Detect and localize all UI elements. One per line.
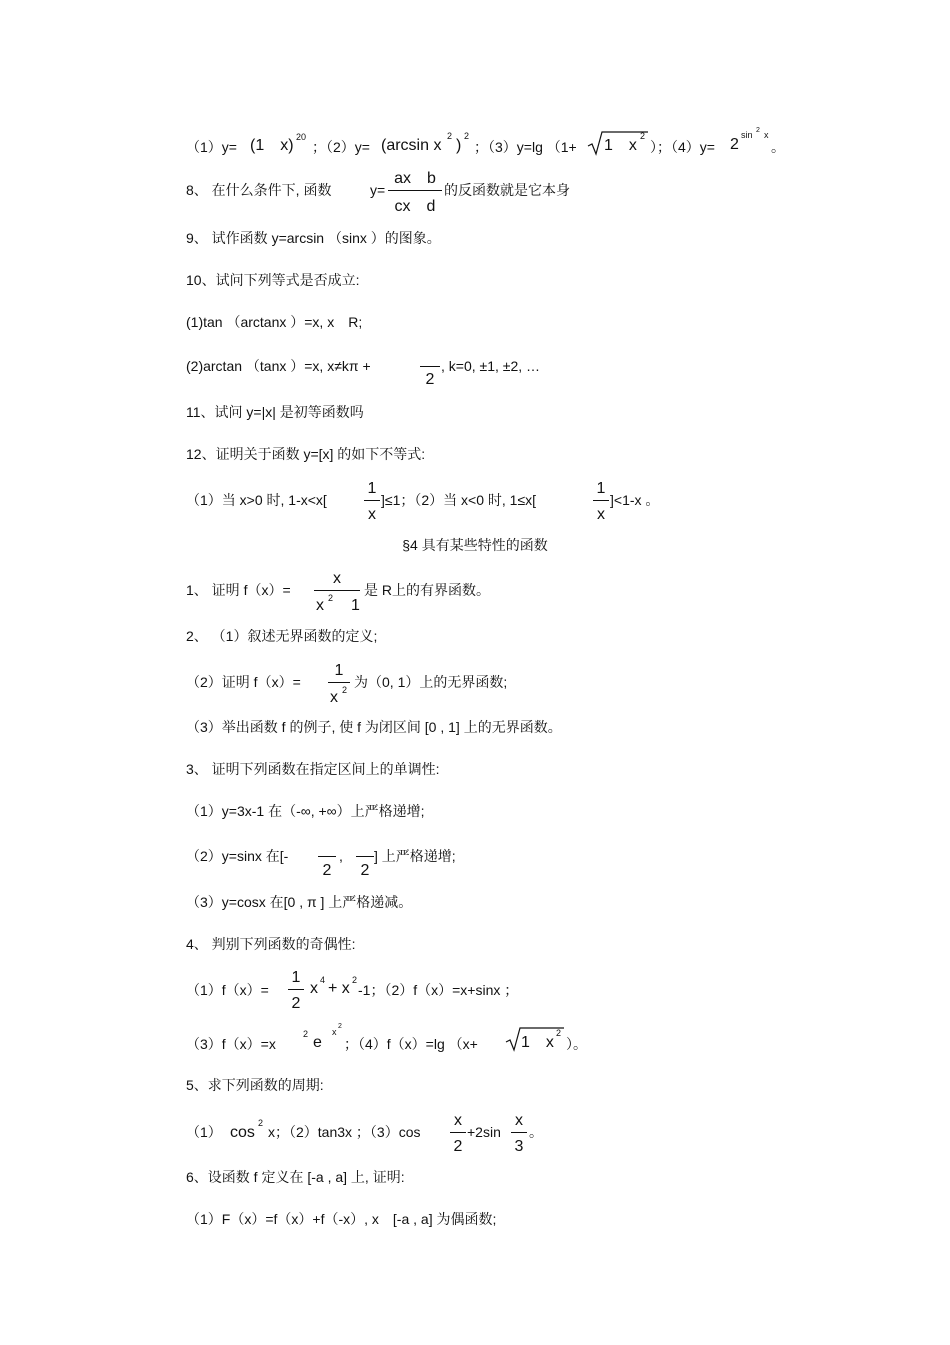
s4q4-text: 4、 判别下列函数的奇偶性: [186, 936, 356, 952]
q7-base: 2 [730, 136, 739, 153]
s4q3-bar2 [356, 856, 374, 857]
s4q5-mid: +2sin [467, 1124, 501, 1140]
q7-expr2-close: ) [456, 137, 462, 154]
q7-exp4-2: 2 [756, 127, 760, 134]
s4q3-den1: 2 [322, 862, 332, 879]
q10-fraction-bar [420, 366, 440, 367]
s4q3-sub2-mid: , [339, 848, 343, 864]
q12-num1: 1 [367, 480, 377, 497]
s4q2-den-exp: 2 [342, 685, 348, 695]
s4q1-den-x: x [316, 597, 324, 614]
q8-text: 8、 在什么条件下, 函数 [186, 182, 332, 198]
s4q5-text: 5、求下列函数的周期: [186, 1077, 324, 1093]
s4q4-sub3-a: （3）f（x）=x [186, 1036, 276, 1052]
s4q4-x: x [310, 980, 318, 997]
s4q2-num: 1 [334, 662, 344, 679]
q7-exp2a: 2 [447, 131, 453, 141]
s4q5-den2: 3 [514, 1138, 524, 1155]
s4q5-num2: x [515, 1112, 523, 1129]
s4q6-sub1: （1）F（x）=f（x）+f（-x）, x [-a , a] 为偶函数; [186, 1211, 497, 1227]
s4q4-e: e [313, 1034, 322, 1051]
s4q5-a1: （1） [186, 1124, 222, 1140]
s4q5-bar1 [450, 1132, 466, 1133]
s4q4-num: 1 [291, 969, 301, 986]
q12-text: 12、证明关于函数 y=[x] 的如下不等式: [186, 446, 426, 462]
section-heading: §4 具有某些特性的函数 [402, 537, 548, 553]
s4q3-den2: 2 [360, 862, 370, 879]
s4q3-bar1 [318, 856, 336, 857]
q7-expr2: (arcsin x [381, 137, 442, 154]
s4q4-sub1-a: （1）f（x）= [186, 982, 269, 998]
s4q5-bar2 [511, 1132, 527, 1133]
s4q2-bar [328, 682, 350, 683]
q10-sub2-b: , k=0, ±1, ±2, … [441, 358, 541, 374]
s4q2-sub2-a: （2）证明 f（x）= [186, 674, 301, 690]
s4q4-sub3-exp1: 2 [303, 1029, 309, 1039]
s4q6-text: 6、设函数 f 定义在 [-a , a] 上, 证明: [186, 1169, 405, 1185]
s4q5-end: 。 [529, 1124, 543, 1140]
s4q3-sub2-b: ] 上严格递增; [374, 848, 456, 864]
s4q4-e-exp2: 2 [338, 1023, 342, 1030]
s4q4-radicand: 1 x [521, 1034, 554, 1051]
q12-part1: （1）当 x>0 时, 1-x<x[ [186, 492, 327, 508]
s4q5-cos-exp: 2 [258, 1118, 264, 1128]
q7-part4: ）；（4）y= [650, 139, 715, 155]
q10-denominator: 2 [425, 371, 435, 388]
s4q4-exp2: 2 [352, 975, 358, 985]
q7-radicand-exp: 2 [640, 131, 646, 141]
q12-den1: x [368, 506, 376, 523]
q8-fraction-bar [388, 190, 442, 191]
s4q3-sub3: （3）y=cosx 在[0 , π ] 上严格递减。 [186, 894, 413, 910]
q8-y: y= [370, 182, 386, 198]
q8-denominator: cx d [394, 198, 436, 215]
q7-part3: ；（3）y=lg （1+ [474, 139, 577, 155]
q10-sub2-a: (2)arctan （tanx ）=x, x≠kπ + [186, 358, 371, 374]
q12-num2: 1 [596, 480, 606, 497]
s4q1-den-exp: 2 [328, 593, 334, 603]
q12-den2: x [597, 506, 605, 523]
q8-numerator: ax b [394, 170, 436, 187]
s4q4-plus-x: + x [328, 980, 350, 997]
s4q4-sub1-d: -1；（2）f（x）=x+sinx ； [358, 982, 519, 998]
s4q1-a: 1、 证明 f（x）= [186, 582, 291, 598]
s4q4-sub3-c: ）。 [566, 1036, 587, 1052]
s4q2-sub2-b: 为（0, 1）上的无界函数; [354, 674, 508, 690]
s4q4-sub3-b: ；（4）f（x）=lg （x+ [344, 1036, 478, 1052]
s4q2-text: 2、 （1）叙述无界函数的定义; [186, 628, 378, 644]
s4q5-x1: x；（2）tan3x ；（3）cos [268, 1124, 421, 1140]
q7-part1: （1）y= [186, 139, 237, 155]
q8-tail: 的反函数就是它本身 [444, 182, 570, 198]
q7-exp4-x: x [764, 130, 769, 140]
q10-text: 10、试问下列等式是否成立: [186, 272, 360, 288]
q7-part2: ；（2）y= [312, 139, 370, 155]
s4q3-text: 3、 证明下列函数在指定区间上的单调性: [186, 761, 440, 777]
s4q4-bar [288, 989, 304, 990]
s4q2-sub3: （3）举出函数 f 的例子, 使 f 为闭区间 [0 , 1] 上的无界函数。 [186, 719, 562, 735]
s4q5-num1: x [454, 1112, 462, 1129]
q10-sub1: (1)tan （arctanx ）=x, x R; [186, 314, 363, 330]
q7-exp4-sin: sin [741, 130, 753, 140]
q12-part3: ]<1-x 。 [610, 492, 660, 508]
s4q4-e-exp: x [332, 1027, 337, 1037]
s4q1-b: 是 R上的有界函数。 [364, 582, 490, 598]
q12-bar1 [364, 500, 380, 501]
s4q2-den: x [330, 689, 338, 706]
q12-bar2 [593, 500, 609, 501]
q7-end: 。 [771, 139, 785, 155]
s4q3-sub2-a: （2）y=sinx 在[- [186, 848, 289, 864]
s4q1-bar [314, 590, 360, 591]
q9-text: 9、 试作函数 y=arcsin （sinx ）的图象。 [186, 230, 441, 246]
s4q1-num: x [333, 570, 341, 587]
q7-radicand: 1 x [604, 137, 637, 154]
s4q4-den: 2 [291, 995, 301, 1012]
q7-exp2b: 2 [464, 131, 470, 141]
s4q3-sub1: （1）y=3x-1 在（-∞, +∞）上严格递增; [186, 803, 425, 819]
s4q4-exp4: 4 [320, 975, 326, 985]
s4q5-cos: cos [230, 1124, 255, 1141]
s4q1-den-1: 1 [351, 597, 360, 614]
q7-exp1: 20 [296, 132, 307, 142]
s4q4-radicand-exp: 2 [556, 1028, 562, 1038]
q12-part2: ]≤1；（2）当 x<0 时, 1≤x[ [381, 492, 537, 508]
s4q5-den1: 2 [453, 1138, 463, 1155]
q7-expr1: (1 x) [250, 137, 294, 154]
q11-text: 11、试问 y=|x| 是初等函数吗 [186, 404, 364, 420]
